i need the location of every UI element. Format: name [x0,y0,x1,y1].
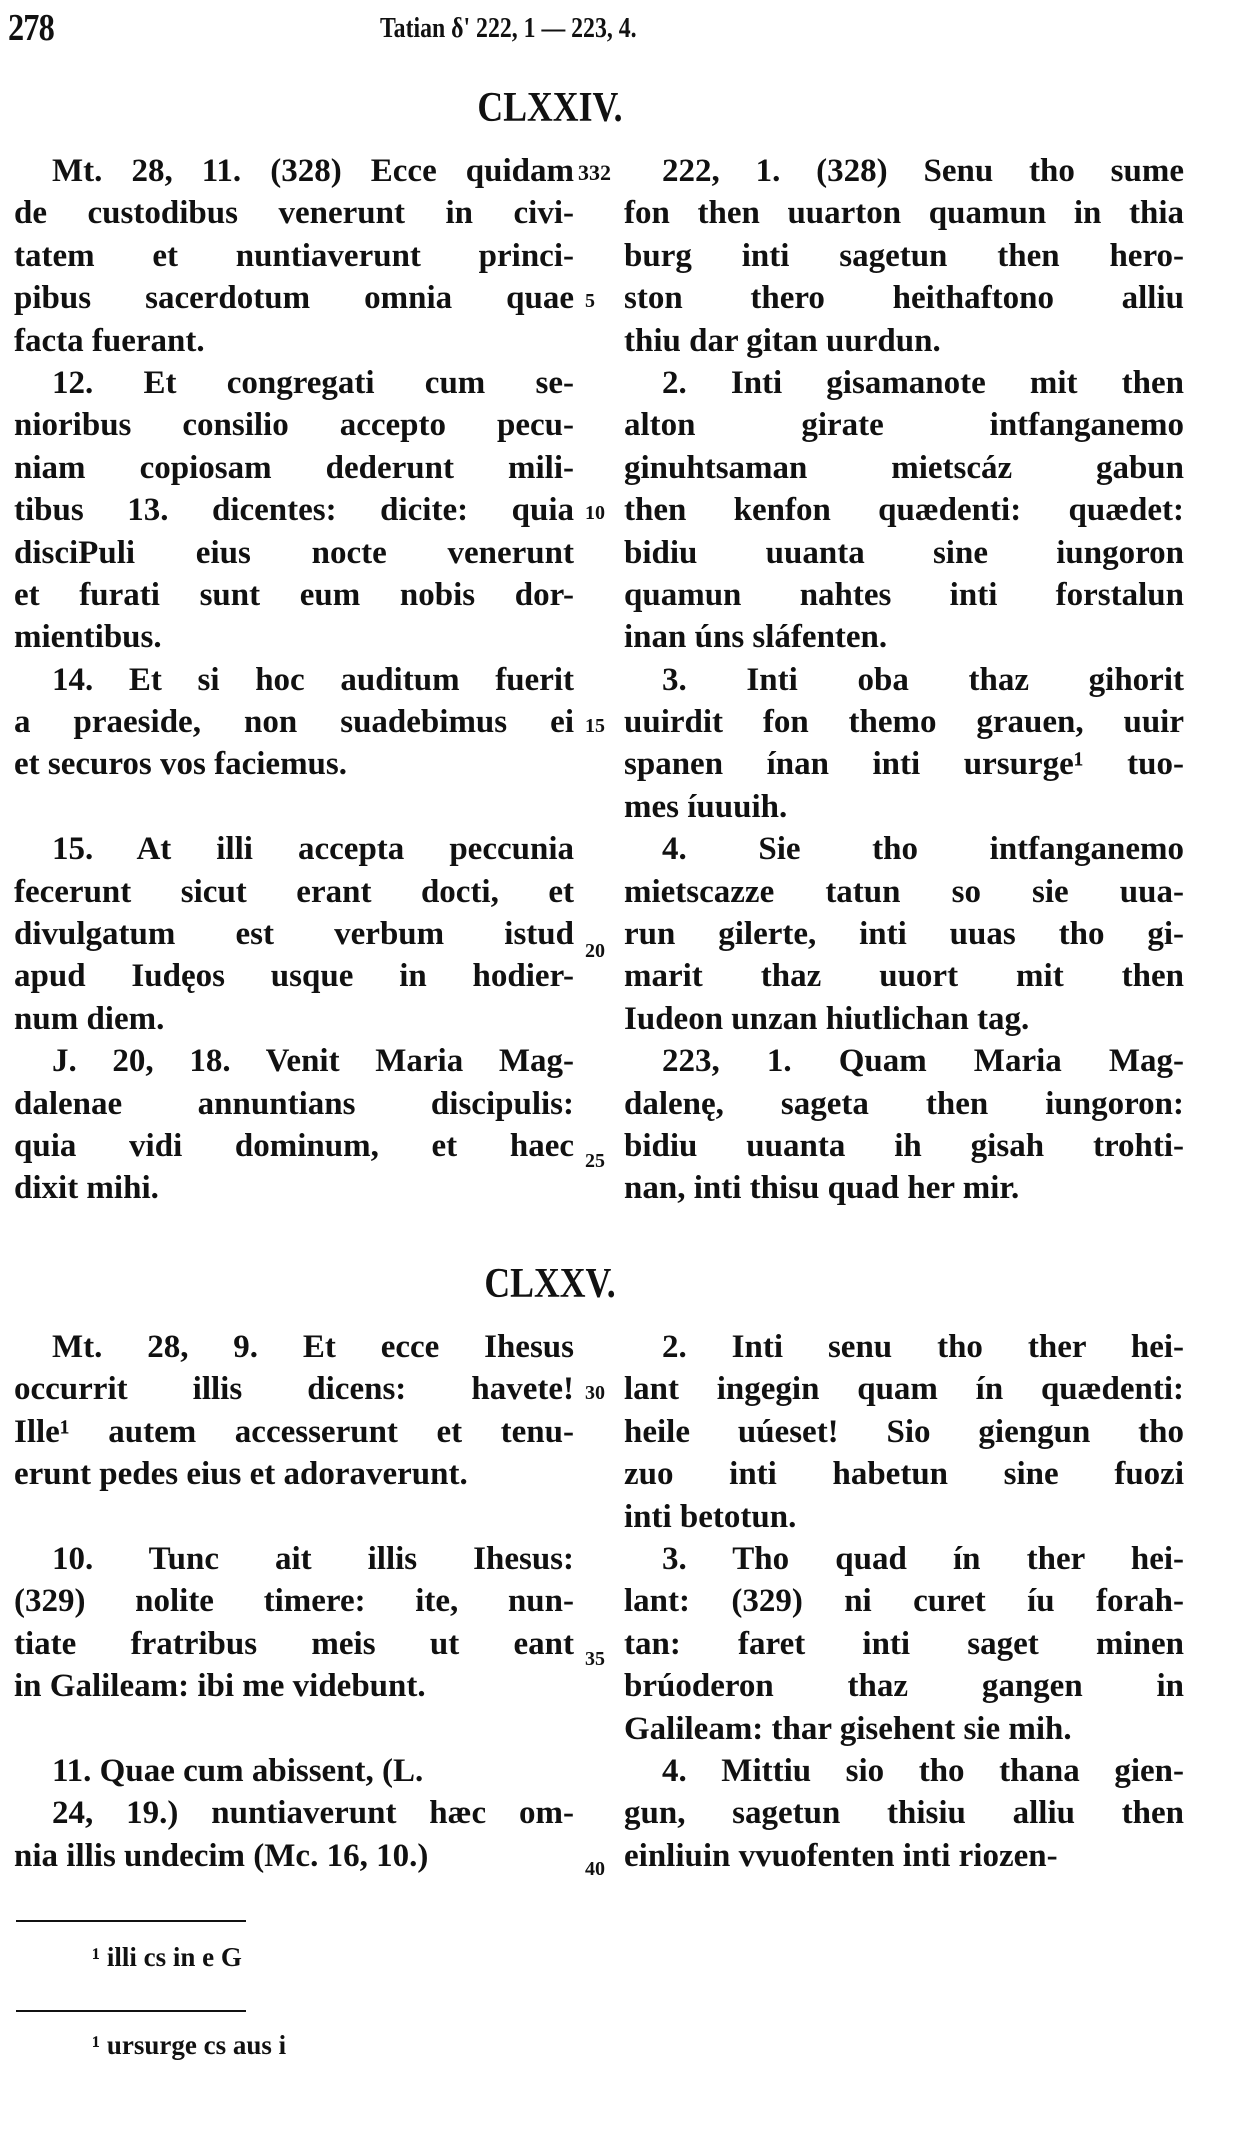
text-line: (329) nolite timere: ite, nun- [14,1583,574,1620]
text-line: tiate fratribus meis ut eant [14,1625,574,1662]
ohg-column-clxxiv [624,150,1184,1210]
text-line: quamun nahtes inti forstalun [624,576,1184,613]
line-number-35: 35 [585,1648,605,1670]
text-line: einliuin vvuofenten inti riozen- [624,1837,1058,1874]
page-ref-332: 332 [578,160,611,185]
text-line: ston thero heithaftono alliu [624,280,1184,317]
text-line: 222, 1. (328) Senu tho sume [662,153,1184,189]
text-line: ginuhtsaman mietscáz gabun [624,449,1184,486]
text-line: zuo inti habetun sine fuozi [624,1456,1184,1493]
text-line: then kenfon quædenti: quædet: [624,492,1184,529]
text-line: bidiu uuanta ih gisah trohti- [624,1127,1184,1164]
text-line: tan: faret inti saget minen [624,1625,1184,1662]
text-line: 10. Tunc ait illis Ihesus: [52,1540,574,1577]
text-line: nioribus consilio accepto pecu- [14,407,574,444]
text-line: 11. Quae cum abissent, (L. [52,1752,424,1789]
text-line: Mt. 28, 9. Et ecce Ihesus [52,1329,574,1365]
text-line: facta fuerant. [14,322,205,359]
text-line: disciPuli eius nocte venerunt [14,534,574,571]
text-line: nia illis undecim (Mc. 16, 10.) [14,1837,429,1874]
page-number: 278 [8,7,54,49]
text-line: lant ingegin quam ín quædenti: [624,1371,1184,1408]
text-line: inti betotun. [624,1498,797,1535]
text-line: fecerunt sicut erant docti, et [14,873,574,910]
line-number-40: 40 [585,1858,605,1880]
text-line [14,1708,574,1750]
text-line: 4. Mittiu sio tho thana gien- [662,1752,1184,1789]
text-line: spanen ínan inti ursurge¹ tuo- [624,746,1184,783]
text-line: Iudeon unzan hiutlichan tag. [624,1000,1030,1037]
text-line: 12. Et congregati cum se- [52,364,574,401]
text-line: dalenae annuntians discipulis: [14,1085,574,1122]
line-number-10: 10 [585,502,605,524]
text-line: mes íuuuih. [624,788,788,825]
line-number-25: 25 [585,1150,605,1172]
footnote-rule-ohg [16,2010,246,2012]
text-line: 2. Inti gisamanote mit then [662,364,1184,401]
text-line: et furati sunt eum nobis dor- [14,576,574,613]
text-line: lant: (329) ni curet íu forah- [624,1583,1184,1620]
text-line: tibus 13. dicentes: dicite: quia [14,492,574,529]
text-line: gun, sagetun thisiu alliu then [624,1795,1184,1832]
latin-column-clxxv [14,1326,574,1877]
line-number-30: 30 [585,1382,605,1404]
text-line: 3. Inti oba thaz gihorit [662,661,1184,698]
latin-column-clxxiv [14,150,574,1210]
text-line: 24, 19.) nuntiaverunt hæc om- [52,1795,574,1832]
text-line: 4. Sie tho intfanganemo [662,831,1184,868]
text-line: dixit mihi. [14,1170,159,1207]
text-line: quia vidi dominum, et haec [14,1127,574,1164]
text-line [14,786,574,828]
footnote-rule-latin [16,1920,246,1922]
text-line: pibus sacerdotum omnia quae [14,280,574,317]
footnote-ohg: ¹ ursurge cs aus i [92,2030,287,2060]
text-line: 14. Et si hoc auditum fuerit [52,661,574,698]
text-line: tatem et nuntiaverunt princi- [14,237,574,274]
text-line: 15. At illi accepta peccunia [52,831,574,868]
text-line: heile uúeset! Sio giengun tho [624,1413,1184,1450]
text-line: bidiu uuanta sine iungoron [624,534,1184,571]
line-number-5: 5 [585,290,595,312]
text-line: 2. Inti senu tho ther hei- [662,1329,1184,1365]
line-number-15: 15 [585,715,605,737]
text-line: de custodibus venerunt in civi- [14,195,574,232]
text-line: thiu dar gitan uurdun. [624,322,941,359]
text-line: niam copiosam dederunt mili- [14,449,574,486]
text-line: nan, inti thisu quad her mir. [624,1170,1020,1207]
section-heading-clxxiv: CLXXIV. [477,85,623,131]
section-heading-clxxv: CLXXV. [484,1261,616,1307]
text-line: J. 20, 18. Venit Maria Mag- [52,1043,574,1080]
ohg-column-clxxv [624,1326,1184,1877]
text-line: et securos vos faciemus. [14,746,347,783]
text-line: burg inti sagetun then hero- [624,237,1184,274]
text-line: mientibus. [14,619,162,656]
text-line: alton girate intfanganemo [624,407,1184,444]
text-line: dalenę, sageta then iungoron: [624,1085,1184,1122]
text-line: erunt pedes eius et adoraverunt. [14,1456,468,1493]
text-line: brúoderon thaz gangen in [624,1668,1184,1705]
text-line: mietscazze tatun so sie uua- [624,873,1184,910]
text-line: inan úns sláfenten. [624,619,888,656]
text-line: uuirdit fon themo grauen, uuir [624,704,1184,741]
text-line: marit thaz uuort mit then [624,958,1184,995]
text-line: fon then uuarton quamun in thia [624,195,1184,232]
text-line: 223, 1. Quam Maria Mag- [662,1043,1184,1080]
text-line: in Galileam: ibi me videbunt. [14,1668,426,1705]
text-line: Galileam: thar gisehent sie mih. [624,1710,1072,1747]
text-line: occurrit illis dicens: havete! [14,1371,574,1408]
footnote-latin: ¹ illi cs in e G [92,1942,242,1972]
text-line: run gilerte, inti uuas tho gi- [624,916,1184,953]
text-line: Mt. 28, 11. (328) Ecce quidam [52,153,574,189]
text-line: num diem. [14,1000,165,1037]
text-line: divulgatum est verbum istud [14,916,574,953]
line-number-20: 20 [585,940,605,962]
text-line: apud Iudęos usque in hodier- [14,958,574,995]
text-line: 3. Tho quad ín ther hei- [662,1540,1184,1577]
text-line: Ille¹ autem accesserunt et tenu- [14,1413,574,1450]
text-line: a praeside, non suadebimus ei [14,704,574,741]
text-line [14,1496,574,1538]
running-title: Tatian δ' 222, 1 — 223, 4. [380,12,637,44]
